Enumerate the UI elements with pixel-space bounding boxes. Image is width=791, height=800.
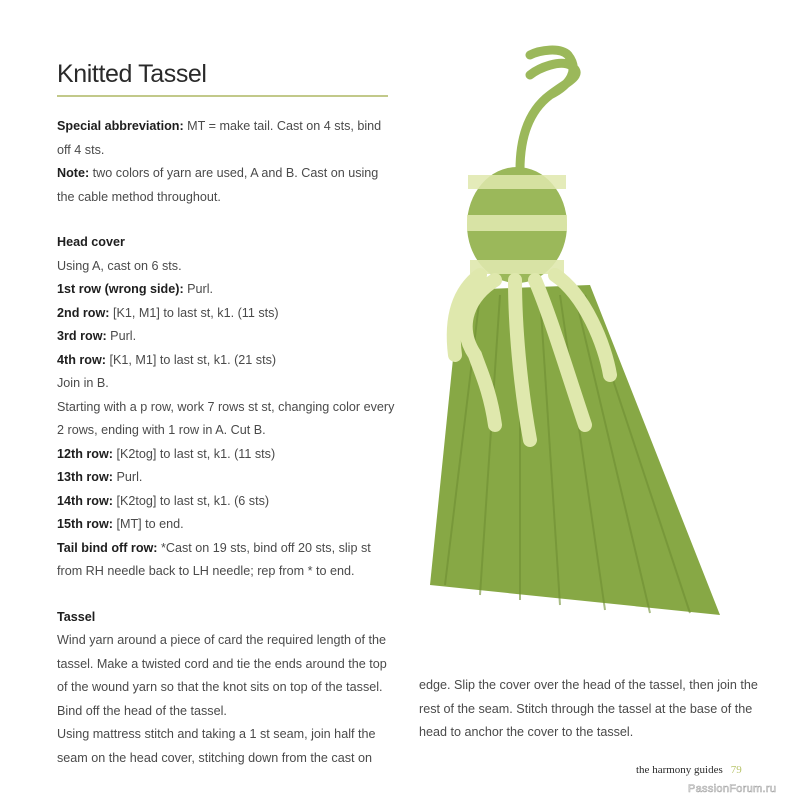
row-text: Purl. xyxy=(183,282,214,296)
page-footer xyxy=(636,764,742,776)
row-label: 1st row (wrong side): xyxy=(57,282,184,296)
text: MT = make tail. Cast on 4 sts, bind off 4 sts. xyxy=(57,119,382,157)
watermark: PassionForum.ru xyxy=(688,783,777,795)
instruction-row xyxy=(57,537,397,584)
tassel-illustration-icon xyxy=(420,25,750,625)
row-text: [K1, M1] to last st, k1. (21 sts) xyxy=(105,352,277,367)
instruction-row xyxy=(57,255,397,279)
label: Note: xyxy=(57,166,90,180)
row-text: [K2tog] to last st, k1. (6 sts) xyxy=(112,493,270,508)
row-label: Tail bind off row: xyxy=(57,540,158,555)
row-text: Starting with a p row, work 7 rows st st, changing color every 2 rows, ending with 1 row in A. Cut B. xyxy=(57,399,395,437)
row-text: Purl. xyxy=(106,329,137,343)
instruction-row xyxy=(57,490,397,514)
text: two colors of yarn are used, A and B. Cast on using the cable method throughout. xyxy=(57,166,379,204)
row-text: [K1, M1] to last st, k1. (11 sts) xyxy=(109,305,279,320)
knitted-tassel-photo xyxy=(420,25,750,625)
row-text: [MT] to end. xyxy=(112,517,184,531)
instruction-row xyxy=(57,396,397,443)
instruction-row xyxy=(57,278,397,302)
special-abbreviation xyxy=(57,115,397,162)
row-text: [K2tog] to last st, k1. (11 sts) xyxy=(112,446,276,461)
instructions-continued xyxy=(419,674,759,745)
title-divider xyxy=(57,95,388,97)
row-label: 2nd row: xyxy=(57,305,110,320)
row-label: 15th row: xyxy=(57,517,113,531)
instruction-row xyxy=(57,302,397,326)
row-label: 3rd row: xyxy=(57,329,107,343)
instruction-row xyxy=(57,443,397,467)
row-text: Join in B. xyxy=(57,376,109,390)
row-text: *Cast on 19 sts, bind off 20 sts, slip st from RH needle back to LH needle; rep from * to end. xyxy=(57,540,371,578)
instruction-row xyxy=(57,466,397,490)
page-title: Knitted Tassel xyxy=(57,60,207,88)
tassel-paragraph: Using mattress stitch and taking a 1 st seam, join half the seam on the head cover, stitching down from the cast on xyxy=(57,727,376,765)
note xyxy=(57,162,397,209)
section-heading-tassel: Tassel xyxy=(57,609,96,624)
row-label: 12th row: xyxy=(57,446,113,461)
section-heading-head-cover: Head cover xyxy=(57,235,125,249)
instruction-row xyxy=(57,372,397,396)
page-number: 79 xyxy=(730,764,742,776)
head-cover-rows xyxy=(57,255,397,584)
book-title: the harmony guides xyxy=(636,764,723,776)
tassel-paragraph-continued: edge. Slip the cover over the head of the tassel, then join the rest of the seam. Stitch through the tassel at the base of the head to anchor the cover to the tassel. xyxy=(419,678,758,739)
tassel-paragraph: Wind yarn around a piece of card the required length of the tassel. Make a twisted cord and tie the ends around the top of the wound yarn so that the knot sits on top of the tassel. Bind off the head of the tassel. xyxy=(57,633,387,718)
instructions-column xyxy=(57,115,397,770)
row-text: Using A, cast on 6 sts. xyxy=(57,258,182,273)
row-label: 13th row: xyxy=(57,470,113,484)
row-text: Purl. xyxy=(112,470,143,484)
row-label: 4th row: xyxy=(57,352,106,367)
instruction-row xyxy=(57,325,397,349)
row-label: 14th row: xyxy=(57,493,113,508)
instruction-row xyxy=(57,513,397,537)
label: Special abbreviation: xyxy=(57,119,184,133)
instruction-row xyxy=(57,349,397,373)
